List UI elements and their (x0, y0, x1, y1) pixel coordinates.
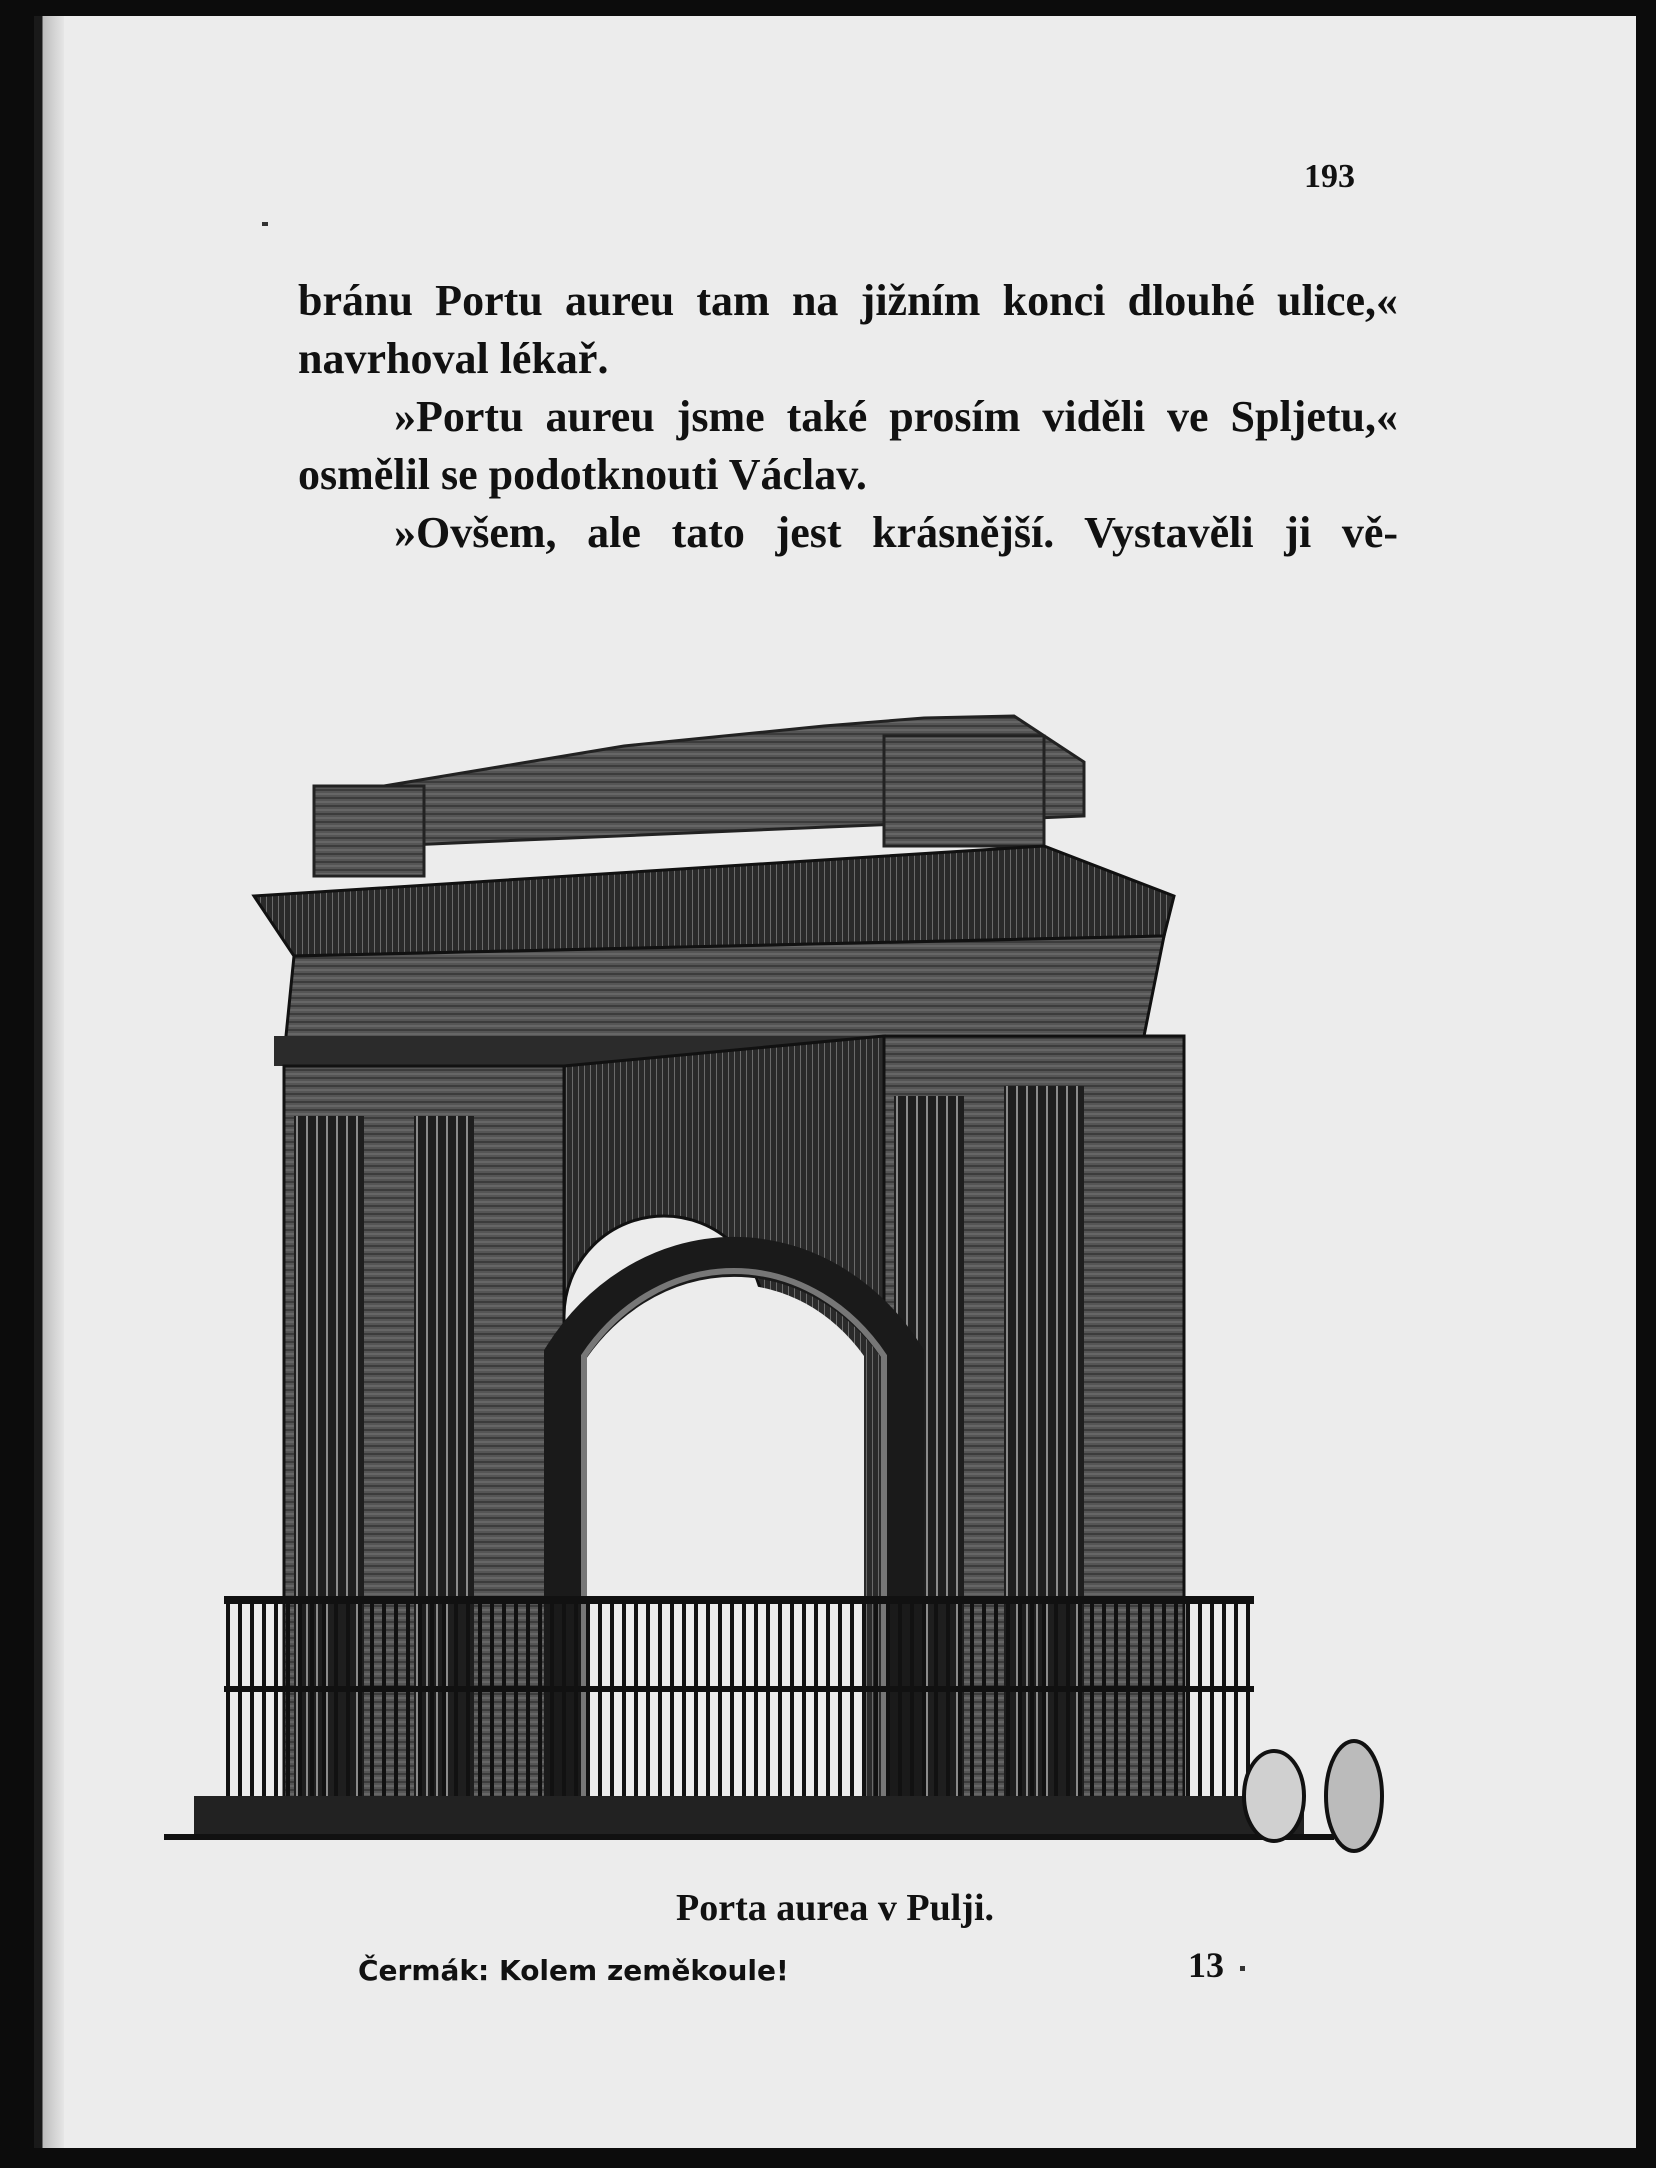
text-line-5: »Ovšem, ale tato jest krásnější. Vystavěli ji vě- (394, 508, 1398, 557)
book-page (34, 16, 1636, 2148)
book-spine-shadow (34, 16, 64, 2148)
text-line-4: osmělil se podotknouti Václav. (298, 450, 867, 499)
dust-speck (262, 222, 268, 226)
footer-sheet-number: 13 (1188, 1945, 1224, 1985)
page-number: 193 (1304, 158, 1355, 195)
figure-caption: Porta aurea v Pulji. (675, 1887, 995, 1929)
triumphal-arch-illustration (164, 596, 1494, 1896)
body-text (298, 272, 1398, 562)
text-line-2: navrhoval lékař. (298, 334, 609, 383)
text-line-3: »Portu aureu jsme také prosím viděli ve Spljetu,« (394, 392, 1398, 441)
footer-signature: Čermák: Kolem zeměkoule! (358, 1954, 789, 1987)
text-line-1: bránu Portu aureu tam na jižním konci dlouhé ulice,« (298, 276, 1398, 325)
dust-speck (1240, 1966, 1245, 1971)
